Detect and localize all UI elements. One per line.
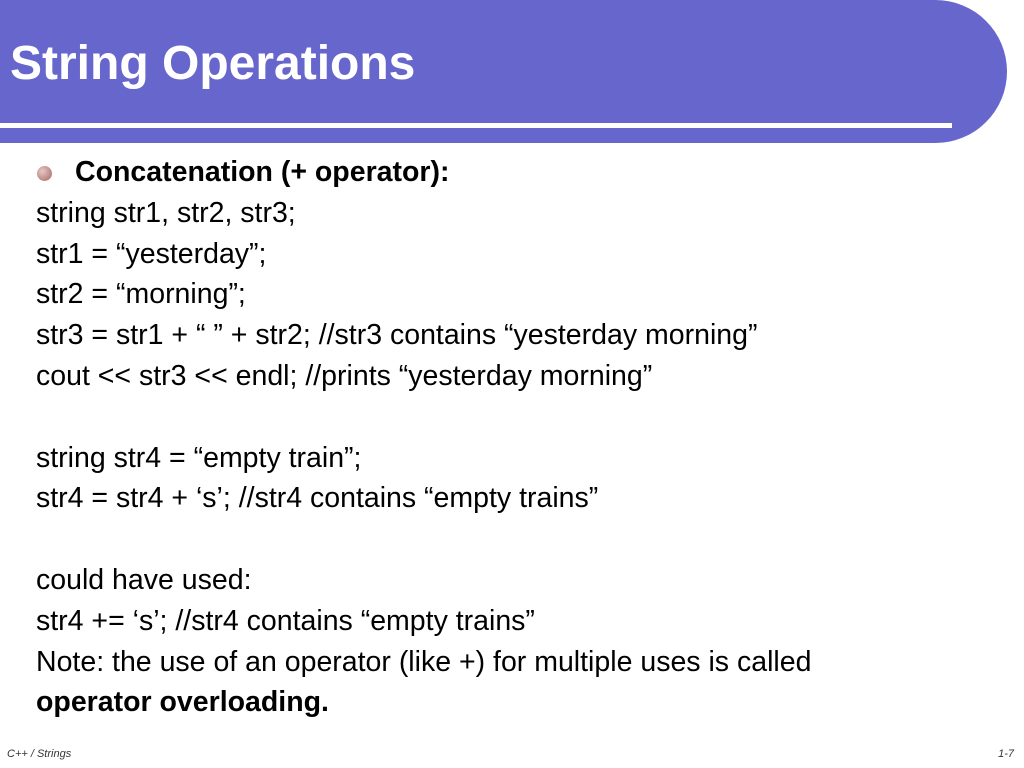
footer-slide-number: 1-7 <box>998 748 1014 760</box>
bullet-dot-icon <box>37 166 52 181</box>
title-underline-rule <box>0 123 952 128</box>
code-line: str1 = “yesterday”; <box>36 237 267 270</box>
text-line: could have used: <box>36 563 252 596</box>
code-line: string str4 = “empty train”; <box>36 441 362 474</box>
bullet-text: Concatenation (+ operator): <box>75 156 450 188</box>
code-line: str2 = “morning”; <box>36 278 246 311</box>
slide-body <box>36 152 1016 723</box>
code-line: str4 += ‘s’; //str4 contains “empty trains” <box>36 604 535 637</box>
code-line: str3 = str1 + “ ” + str2; //str3 contains “yesterday morning” <box>36 319 758 352</box>
code-line: cout << str3 << endl; //prints “yesterday morning” <box>36 359 653 392</box>
code-line: string str1, str2, str3; <box>36 196 296 229</box>
note-line: Note: the use of an operator (like +) for multiple uses is called <box>36 645 812 678</box>
note-emphasis: operator overloading. <box>36 686 329 719</box>
slide-title: String Operations <box>10 37 416 90</box>
blank-line <box>36 519 1016 560</box>
footer-course-label: C++ / Strings <box>7 748 72 760</box>
blank-line <box>36 397 1016 438</box>
code-line: str4 = str4 + ‘s’; //str4 contains “empty trains” <box>36 482 599 515</box>
bullet-item <box>35 152 1016 193</box>
